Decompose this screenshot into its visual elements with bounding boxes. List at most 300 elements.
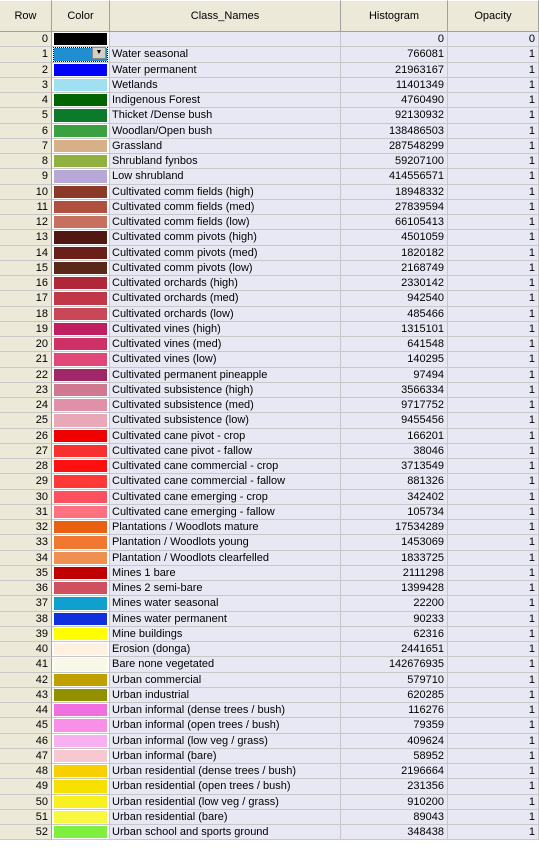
table-row[interactable] xyxy=(0,673,539,688)
table-row[interactable] xyxy=(0,337,539,352)
row-number[interactable]: 9 xyxy=(0,169,52,184)
table-row[interactable] xyxy=(0,169,539,184)
color-swatch[interactable] xyxy=(52,551,110,566)
opacity-cell[interactable]: 1 xyxy=(448,383,539,398)
class-name-cell[interactable]: Plantation / Woodlots clearfelled xyxy=(110,551,341,566)
row-number[interactable]: 24 xyxy=(0,398,52,413)
color-swatch[interactable] xyxy=(52,612,110,627)
histogram-cell[interactable]: 0 xyxy=(341,32,448,47)
row-number[interactable]: 20 xyxy=(0,337,52,352)
class-name-cell[interactable]: Wetlands xyxy=(110,78,341,93)
opacity-cell[interactable]: 1 xyxy=(448,734,539,749)
histogram-cell[interactable]: 18948332 xyxy=(341,185,448,200)
class-name-cell[interactable]: Urban industrial xyxy=(110,688,341,703)
row-number[interactable]: 3 xyxy=(0,78,52,93)
table-row[interactable] xyxy=(0,383,539,398)
histogram-cell[interactable]: 27839594 xyxy=(341,200,448,215)
opacity-cell[interactable]: 1 xyxy=(448,124,539,139)
table-row[interactable] xyxy=(0,276,539,291)
row-number[interactable]: 29 xyxy=(0,474,52,489)
table-row[interactable] xyxy=(0,429,539,444)
class-name-cell[interactable]: Cultivated comm fields (high) xyxy=(110,185,341,200)
opacity-cell[interactable]: 1 xyxy=(448,718,539,733)
opacity-cell[interactable]: 1 xyxy=(448,474,539,489)
histogram-cell[interactable]: 287548299 xyxy=(341,139,448,154)
histogram-cell[interactable]: 166201 xyxy=(341,429,448,444)
class-name-cell[interactable]: Urban residential (bare) xyxy=(110,810,341,825)
opacity-cell[interactable]: 1 xyxy=(448,688,539,703)
histogram-cell[interactable]: 79359 xyxy=(341,718,448,733)
class-name-cell[interactable]: Cultivated cane pivot - crop xyxy=(110,429,341,444)
row-number[interactable]: 13 xyxy=(0,230,52,245)
histogram-cell[interactable]: 66105413 xyxy=(341,215,448,230)
opacity-cell[interactable]: 1 xyxy=(448,93,539,108)
histogram-cell[interactable]: 1820182 xyxy=(341,246,448,261)
opacity-cell[interactable]: 1 xyxy=(448,78,539,93)
histogram-cell[interactable]: 11401349 xyxy=(341,78,448,93)
color-swatch[interactable] xyxy=(52,596,110,611)
row-number[interactable]: 38 xyxy=(0,612,52,627)
histogram-cell[interactable]: 105734 xyxy=(341,505,448,520)
color-swatch[interactable] xyxy=(52,764,110,779)
color-swatch[interactable] xyxy=(52,718,110,733)
histogram-cell[interactable]: 348438 xyxy=(341,825,448,840)
class-name-cell[interactable]: Cultivated cane emerging - crop xyxy=(110,490,341,505)
class-name-cell[interactable]: Plantation / Woodlots young xyxy=(110,535,341,550)
row-number[interactable]: 28 xyxy=(0,459,52,474)
opacity-cell[interactable]: 1 xyxy=(448,642,539,657)
table-row[interactable] xyxy=(0,246,539,261)
table-row[interactable] xyxy=(0,627,539,642)
color-swatch[interactable] xyxy=(52,734,110,749)
color-swatch[interactable] xyxy=(52,505,110,520)
opacity-cell[interactable]: 1 xyxy=(448,825,539,840)
row-number[interactable]: 37 xyxy=(0,596,52,611)
color-swatch[interactable] xyxy=(52,627,110,642)
histogram-cell[interactable]: 9455456 xyxy=(341,413,448,428)
class-name-cell[interactable]: Cultivated subsistence (low) xyxy=(110,413,341,428)
table-row[interactable] xyxy=(0,307,539,322)
class-name-cell[interactable]: Cultivated cane commercial - fallow xyxy=(110,474,341,489)
row-number[interactable]: 10 xyxy=(0,185,52,200)
opacity-cell[interactable]: 1 xyxy=(448,627,539,642)
color-swatch[interactable] xyxy=(52,383,110,398)
class-name-cell[interactable]: Cultivated orchards (med) xyxy=(110,291,341,306)
header-color[interactable]: Color xyxy=(52,0,110,31)
histogram-cell[interactable]: 138486503 xyxy=(341,124,448,139)
color-swatch[interactable] xyxy=(52,810,110,825)
table-row[interactable] xyxy=(0,413,539,428)
histogram-cell[interactable]: 641548 xyxy=(341,337,448,352)
row-number[interactable]: 51 xyxy=(0,810,52,825)
color-swatch[interactable] xyxy=(52,413,110,428)
color-swatch[interactable] xyxy=(52,337,110,352)
table-row[interactable] xyxy=(0,642,539,657)
color-swatch[interactable] xyxy=(52,703,110,718)
row-number[interactable]: 47 xyxy=(0,749,52,764)
histogram-cell[interactable]: 4760490 xyxy=(341,93,448,108)
histogram-cell[interactable]: 766081 xyxy=(341,47,448,62)
table-row[interactable] xyxy=(0,535,539,550)
color-swatch[interactable] xyxy=(52,276,110,291)
color-swatch[interactable] xyxy=(52,230,110,245)
table-row[interactable] xyxy=(0,352,539,367)
opacity-cell[interactable]: 1 xyxy=(448,505,539,520)
histogram-cell[interactable]: 414556571 xyxy=(341,169,448,184)
row-number[interactable]: 23 xyxy=(0,383,52,398)
opacity-cell[interactable]: 1 xyxy=(448,459,539,474)
table-row[interactable] xyxy=(0,200,539,215)
color-swatch[interactable] xyxy=(52,474,110,489)
class-name-cell[interactable]: Cultivated cane commercial - crop xyxy=(110,459,341,474)
table-row[interactable] xyxy=(0,291,539,306)
opacity-cell[interactable]: 1 xyxy=(448,352,539,367)
opacity-cell[interactable]: 1 xyxy=(448,490,539,505)
class-name-cell[interactable]: Cultivated comm fields (med) xyxy=(110,200,341,215)
header-opacity[interactable]: Opacity xyxy=(448,0,539,31)
opacity-cell[interactable]: 1 xyxy=(448,230,539,245)
table-row[interactable] xyxy=(0,718,539,733)
opacity-cell[interactable]: 1 xyxy=(448,520,539,535)
color-swatch[interactable] xyxy=(52,535,110,550)
row-number[interactable]: 26 xyxy=(0,429,52,444)
opacity-cell[interactable]: 1 xyxy=(448,795,539,810)
histogram-cell[interactable]: 17534289 xyxy=(341,520,448,535)
opacity-cell[interactable]: 1 xyxy=(448,703,539,718)
opacity-cell[interactable]: 1 xyxy=(448,764,539,779)
opacity-cell[interactable]: 1 xyxy=(448,108,539,123)
row-number[interactable]: 25 xyxy=(0,413,52,428)
color-swatch[interactable] xyxy=(52,444,110,459)
color-swatch[interactable] xyxy=(52,490,110,505)
class-name-cell[interactable]: Cultivated comm pivots (low) xyxy=(110,261,341,276)
histogram-cell[interactable]: 2111298 xyxy=(341,566,448,581)
color-swatch[interactable] xyxy=(52,63,110,78)
color-swatch[interactable] xyxy=(52,154,110,169)
table-row[interactable] xyxy=(0,795,539,810)
histogram-cell[interactable]: 942540 xyxy=(341,291,448,306)
table-row[interactable] xyxy=(0,749,539,764)
opacity-cell[interactable]: 1 xyxy=(448,276,539,291)
table-row[interactable] xyxy=(0,474,539,489)
histogram-cell[interactable]: 2168749 xyxy=(341,261,448,276)
color-swatch[interactable] xyxy=(52,246,110,261)
class-name-cell[interactable]: Urban residential (dense trees / bush) xyxy=(110,764,341,779)
row-number[interactable]: 12 xyxy=(0,215,52,230)
opacity-cell[interactable]: 1 xyxy=(448,154,539,169)
class-name-cell[interactable]: Mines water seasonal xyxy=(110,596,341,611)
color-swatch[interactable] xyxy=(52,566,110,581)
color-swatch[interactable] xyxy=(52,169,110,184)
row-number[interactable]: 2 xyxy=(0,63,52,78)
row-number[interactable]: 31 xyxy=(0,505,52,520)
opacity-cell[interactable]: 1 xyxy=(448,246,539,261)
table-row[interactable] xyxy=(0,657,539,672)
color-swatch[interactable] xyxy=(52,322,110,337)
class-name-cell[interactable]: Cultivated vines (med) xyxy=(110,337,341,352)
opacity-cell[interactable]: 1 xyxy=(448,413,539,428)
color-swatch[interactable] xyxy=(52,352,110,367)
opacity-cell[interactable]: 1 xyxy=(448,581,539,596)
histogram-cell[interactable]: 90233 xyxy=(341,612,448,627)
table-row[interactable] xyxy=(0,490,539,505)
class-name-cell[interactable] xyxy=(110,32,341,47)
class-name-cell[interactable]: Mines 2 semi-bare xyxy=(110,581,341,596)
histogram-cell[interactable]: 2441651 xyxy=(341,642,448,657)
histogram-cell[interactable]: 116276 xyxy=(341,703,448,718)
class-name-cell[interactable]: Water seasonal xyxy=(110,47,341,62)
color-swatch[interactable] xyxy=(52,185,110,200)
table-row[interactable] xyxy=(0,368,539,383)
class-name-cell[interactable]: Cultivated permanent pineapple xyxy=(110,368,341,383)
table-row[interactable] xyxy=(0,322,539,337)
histogram-cell[interactable]: 62316 xyxy=(341,627,448,642)
histogram-cell[interactable]: 92130932 xyxy=(341,108,448,123)
table-row[interactable] xyxy=(0,398,539,413)
row-number[interactable]: 15 xyxy=(0,261,52,276)
histogram-cell[interactable]: 58952 xyxy=(341,749,448,764)
opacity-cell[interactable]: 1 xyxy=(448,657,539,672)
table-row[interactable] xyxy=(0,261,539,276)
table-row[interactable] xyxy=(0,703,539,718)
color-swatch[interactable] xyxy=(52,291,110,306)
histogram-cell[interactable]: 910200 xyxy=(341,795,448,810)
histogram-cell[interactable]: 409624 xyxy=(341,734,448,749)
table-row[interactable] xyxy=(0,47,539,62)
table-row[interactable] xyxy=(0,581,539,596)
table-row[interactable] xyxy=(0,230,539,245)
table-row[interactable] xyxy=(0,108,539,123)
row-number[interactable]: 1 xyxy=(0,47,52,62)
class-name-cell[interactable]: Bare none vegetated xyxy=(110,657,341,672)
class-name-cell[interactable]: Erosion (donga) xyxy=(110,642,341,657)
opacity-cell[interactable]: 0 xyxy=(448,32,539,47)
opacity-cell[interactable]: 1 xyxy=(448,596,539,611)
row-number[interactable]: 41 xyxy=(0,657,52,672)
class-name-cell[interactable]: Shrubland fynbos xyxy=(110,154,341,169)
row-number[interactable]: 6 xyxy=(0,124,52,139)
row-number[interactable]: 49 xyxy=(0,779,52,794)
opacity-cell[interactable]: 1 xyxy=(448,398,539,413)
opacity-cell[interactable]: 1 xyxy=(448,673,539,688)
histogram-cell[interactable]: 9717752 xyxy=(341,398,448,413)
row-number[interactable]: 5 xyxy=(0,108,52,123)
histogram-cell[interactable]: 342402 xyxy=(341,490,448,505)
row-number[interactable]: 35 xyxy=(0,566,52,581)
opacity-cell[interactable]: 1 xyxy=(448,749,539,764)
color-swatch[interactable] xyxy=(52,825,110,840)
color-swatch[interactable] xyxy=(52,398,110,413)
table-row[interactable] xyxy=(0,825,539,840)
table-row[interactable] xyxy=(0,185,539,200)
color-swatch[interactable] xyxy=(52,215,110,230)
class-name-cell[interactable]: Cultivated cane emerging - fallow xyxy=(110,505,341,520)
color-swatch[interactable] xyxy=(52,642,110,657)
class-name-cell[interactable]: Cultivated orchards (low) xyxy=(110,307,341,322)
table-row[interactable] xyxy=(0,810,539,825)
row-number[interactable]: 42 xyxy=(0,673,52,688)
row-number[interactable]: 0 xyxy=(0,32,52,47)
row-number[interactable]: 4 xyxy=(0,93,52,108)
table-row[interactable] xyxy=(0,505,539,520)
opacity-cell[interactable]: 1 xyxy=(448,612,539,627)
table-row[interactable] xyxy=(0,93,539,108)
color-swatch[interactable] xyxy=(52,581,110,596)
table-row[interactable] xyxy=(0,688,539,703)
histogram-cell[interactable]: 59207100 xyxy=(341,154,448,169)
histogram-cell[interactable]: 620285 xyxy=(341,688,448,703)
histogram-cell[interactable]: 579710 xyxy=(341,673,448,688)
header-class-names[interactable]: Class_Names xyxy=(110,0,341,31)
row-number[interactable]: 40 xyxy=(0,642,52,657)
table-row[interactable] xyxy=(0,612,539,627)
row-number[interactable]: 43 xyxy=(0,688,52,703)
class-name-cell[interactable]: Cultivated orchards (high) xyxy=(110,276,341,291)
row-number[interactable]: 11 xyxy=(0,200,52,215)
table-row[interactable] xyxy=(0,551,539,566)
color-swatch[interactable] xyxy=(52,307,110,322)
opacity-cell[interactable]: 1 xyxy=(448,535,539,550)
class-name-cell[interactable]: Low shrubland xyxy=(110,169,341,184)
table-row[interactable] xyxy=(0,764,539,779)
histogram-cell[interactable]: 1399428 xyxy=(341,581,448,596)
histogram-cell[interactable]: 4501059 xyxy=(341,230,448,245)
table-row[interactable] xyxy=(0,32,539,47)
row-number[interactable]: 52 xyxy=(0,825,52,840)
opacity-cell[interactable]: 1 xyxy=(448,200,539,215)
header-histogram[interactable]: Histogram xyxy=(341,0,448,31)
table-row[interactable] xyxy=(0,734,539,749)
table-row[interactable] xyxy=(0,596,539,611)
table-row[interactable] xyxy=(0,139,539,154)
class-name-cell[interactable]: Urban residential (low veg / grass) xyxy=(110,795,341,810)
class-name-cell[interactable]: Plantations / Woodlots mature xyxy=(110,520,341,535)
color-swatch[interactable] xyxy=(52,32,110,47)
opacity-cell[interactable]: 1 xyxy=(448,63,539,78)
color-swatch[interactable] xyxy=(52,657,110,672)
table-row[interactable] xyxy=(0,215,539,230)
opacity-cell[interactable]: 1 xyxy=(448,810,539,825)
row-number[interactable]: 16 xyxy=(0,276,52,291)
class-name-cell[interactable]: Cultivated comm pivots (med) xyxy=(110,246,341,261)
row-number[interactable]: 48 xyxy=(0,764,52,779)
opacity-cell[interactable]: 1 xyxy=(448,368,539,383)
opacity-cell[interactable]: 1 xyxy=(448,47,539,62)
histogram-cell[interactable]: 231356 xyxy=(341,779,448,794)
row-number[interactable]: 33 xyxy=(0,535,52,550)
class-name-cell[interactable]: Urban informal (open trees / bush) xyxy=(110,718,341,733)
opacity-cell[interactable]: 1 xyxy=(448,215,539,230)
class-name-cell[interactable]: Cultivated subsistence (high) xyxy=(110,383,341,398)
color-swatch[interactable] xyxy=(52,795,110,810)
class-name-cell[interactable]: Cultivated comm pivots (high) xyxy=(110,230,341,245)
row-number[interactable]: 39 xyxy=(0,627,52,642)
row-number[interactable]: 36 xyxy=(0,581,52,596)
table-row[interactable] xyxy=(0,779,539,794)
class-name-cell[interactable]: Mine buildings xyxy=(110,627,341,642)
opacity-cell[interactable]: 1 xyxy=(448,322,539,337)
table-row[interactable] xyxy=(0,154,539,169)
class-name-cell[interactable]: Urban residential (open trees / bush) xyxy=(110,779,341,794)
row-number[interactable]: 8 xyxy=(0,154,52,169)
opacity-cell[interactable]: 1 xyxy=(448,429,539,444)
class-name-cell[interactable]: Urban school and sports ground xyxy=(110,825,341,840)
class-name-cell[interactable]: Mines 1 bare xyxy=(110,566,341,581)
opacity-cell[interactable]: 1 xyxy=(448,566,539,581)
class-name-cell[interactable]: Cultivated subsistence (med) xyxy=(110,398,341,413)
class-name-cell[interactable]: Urban informal (low veg / grass) xyxy=(110,734,341,749)
row-number[interactable]: 18 xyxy=(0,307,52,322)
chevron-down-icon[interactable]: ▼ xyxy=(92,47,106,59)
class-name-cell[interactable]: Cultivated comm fields (low) xyxy=(110,215,341,230)
row-number[interactable]: 17 xyxy=(0,291,52,306)
table-row[interactable] xyxy=(0,444,539,459)
histogram-cell[interactable]: 97494 xyxy=(341,368,448,383)
row-number[interactable]: 44 xyxy=(0,703,52,718)
histogram-cell[interactable]: 1833725 xyxy=(341,551,448,566)
class-name-cell[interactable]: Woodlan/Open bush xyxy=(110,124,341,139)
class-name-cell[interactable]: Urban commercial xyxy=(110,673,341,688)
color-swatch[interactable] xyxy=(52,749,110,764)
class-name-cell[interactable]: Mines water permanent xyxy=(110,612,341,627)
color-swatch[interactable] xyxy=(52,368,110,383)
class-name-cell[interactable]: Cultivated vines (low) xyxy=(110,352,341,367)
class-name-cell[interactable]: Thicket /Dense bush xyxy=(110,108,341,123)
opacity-cell[interactable]: 1 xyxy=(448,779,539,794)
histogram-cell[interactable]: 485466 xyxy=(341,307,448,322)
color-swatch[interactable] xyxy=(52,779,110,794)
class-name-cell[interactable]: Cultivated cane pivot - fallow xyxy=(110,444,341,459)
opacity-cell[interactable]: 1 xyxy=(448,307,539,322)
row-number[interactable]: 50 xyxy=(0,795,52,810)
color-swatch[interactable] xyxy=(52,108,110,123)
histogram-cell[interactable]: 1315101 xyxy=(341,322,448,337)
histogram-cell[interactable]: 3713549 xyxy=(341,459,448,474)
table-row[interactable] xyxy=(0,63,539,78)
color-swatch[interactable] xyxy=(52,688,110,703)
histogram-cell[interactable]: 3566334 xyxy=(341,383,448,398)
opacity-cell[interactable]: 1 xyxy=(448,551,539,566)
row-number[interactable]: 46 xyxy=(0,734,52,749)
table-row[interactable] xyxy=(0,78,539,93)
histogram-cell[interactable]: 38046 xyxy=(341,444,448,459)
table-row[interactable] xyxy=(0,520,539,535)
color-swatch[interactable] xyxy=(52,139,110,154)
histogram-cell[interactable]: 142676935 xyxy=(341,657,448,672)
row-number[interactable]: 22 xyxy=(0,368,52,383)
row-number[interactable]: 27 xyxy=(0,444,52,459)
opacity-cell[interactable]: 1 xyxy=(448,337,539,352)
row-number[interactable]: 7 xyxy=(0,139,52,154)
row-number[interactable]: 32 xyxy=(0,520,52,535)
histogram-cell[interactable]: 1453069 xyxy=(341,535,448,550)
color-swatch[interactable] xyxy=(52,673,110,688)
opacity-cell[interactable]: 1 xyxy=(448,139,539,154)
row-number[interactable]: 30 xyxy=(0,490,52,505)
opacity-cell[interactable]: 1 xyxy=(448,261,539,276)
class-name-cell[interactable]: Urban informal (bare) xyxy=(110,749,341,764)
color-swatch[interactable] xyxy=(52,429,110,444)
color-swatch[interactable] xyxy=(52,200,110,215)
table-row[interactable] xyxy=(0,459,539,474)
opacity-cell[interactable]: 1 xyxy=(448,185,539,200)
histogram-cell[interactable]: 89043 xyxy=(341,810,448,825)
opacity-cell[interactable]: 1 xyxy=(448,291,539,306)
color-swatch[interactable] xyxy=(52,93,110,108)
opacity-cell[interactable]: 1 xyxy=(448,169,539,184)
class-name-cell[interactable]: Grassland xyxy=(110,139,341,154)
table-row[interactable] xyxy=(0,124,539,139)
